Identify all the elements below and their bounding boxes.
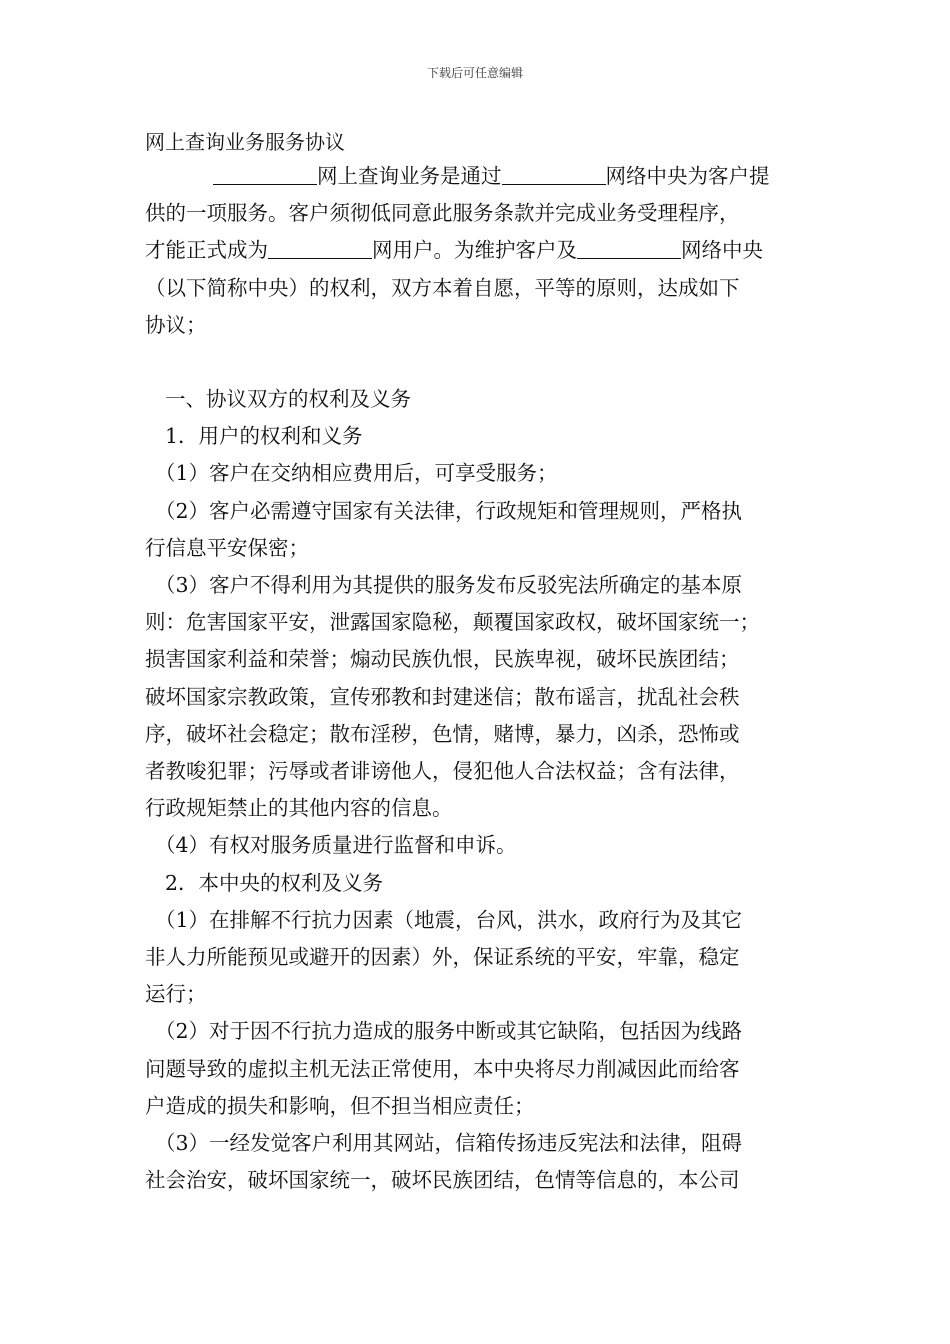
subsection-2-heading: 2．本中央的权利及义务 xyxy=(165,870,384,895)
sub1-item-3-line-5: 序，破坏社会稳定；散布淫秽，色情，赌博，暴力，凶杀，恐怖或 xyxy=(145,721,740,746)
sub2-item-2-line-2: 问题导致的虚拟主机无法正常使用，本中央将尽力削减因此而给客 xyxy=(145,1056,740,1081)
sub2-item-3-line-2: 社会治安，破坏国家统一，破坏民族团结，色情等信息的，本公司 xyxy=(145,1168,740,1193)
sub2-item-2-line-1: （2）对于因不行抗力造成的服务中断或其它缺陷，包括因为线路 xyxy=(155,1019,743,1044)
intro-line-2: 供的一项服务。客户须彻低同意此服务条款并完成业务受理程序， xyxy=(145,201,740,226)
sub2-item-2-line-3: 户造成的损失和影响，但不担当相应责任； xyxy=(145,1093,535,1118)
sub1-item-3-line-6: 者教唆犯罪；污辱或者诽谤他人，侵犯他人合法权益；含有法律， xyxy=(145,759,740,784)
sub1-item-1: （1）客户在交纳相应费用后，可享受服务； xyxy=(155,461,558,486)
blank-line[interactable] xyxy=(213,162,317,185)
blank-line[interactable] xyxy=(502,162,606,185)
sub2-item-1-line-2: 非人力所能预见或避开的因素）外，保证系统的平安，牢靠，稳定 xyxy=(145,945,740,970)
blank-line[interactable] xyxy=(268,236,372,259)
document-title: 网上查询业务服务协议 xyxy=(145,130,345,154)
intro-line-1: 网上查询业务是通过 网络中央为客户提 xyxy=(145,158,825,195)
sub2-item-3-line-1: （3）一经发觉客户利用其网站，信箱传扬违反宪法和法律，阻碍 xyxy=(155,1131,743,1156)
intro-line-5: 协议； xyxy=(145,312,207,337)
sub1-item-3-line-1: （3）客户不得利用为其提供的服务发布反驳宪法所确定的基本原 xyxy=(155,573,743,598)
section-1-heading: 一、协议双方的权利及义务 xyxy=(165,387,411,412)
sub1-item-4: （4）有权对服务质量进行监督和申诉。 xyxy=(155,833,517,858)
paragraph-spacer xyxy=(145,344,825,381)
intro-line-4: （以下简称中央）的权利，双方本着自愿，平等的原则，达成如下 xyxy=(145,275,740,300)
sub1-item-2-line-1: （2）客户必需遵守国家有关法律，行政规矩和管理规则，严格执 xyxy=(155,498,743,523)
sub1-item-3-line-3: 损害国家利益和荣誉；煽动民族仇恨，民族卑视，破坏民族团结； xyxy=(145,647,740,672)
sub2-item-1-line-3: 运行； xyxy=(145,982,207,1007)
blank-line[interactable] xyxy=(577,236,681,259)
sub1-item-3-line-4: 破坏国家宗教政策，宣传邪教和封建迷信；散布谣言，扰乱社会秩 xyxy=(145,684,740,709)
sub1-item-3-line-2: 则：危害国家平安，泄露国家隐秘，颠覆国家政权，破坏国家统一； xyxy=(145,610,760,635)
sub1-item-2-line-2: 行信息平安保密； xyxy=(145,535,309,560)
page-header-note: 下载后可任意编辑 xyxy=(426,66,523,80)
sub2-item-1-line-1: （1）在排解不行抗力因素（地震，台风，洪水，政府行为及其它 xyxy=(155,907,743,932)
document-body xyxy=(145,126,825,1199)
subsection-1-heading: 1．用户的权利和义务 xyxy=(165,424,363,449)
intro-line-3: 才能正式成为 网用户。为维护客户及 网络中央 xyxy=(145,238,763,263)
sub1-item-3-line-7: 行政规矩禁止的其他内容的信息。 xyxy=(145,796,453,821)
